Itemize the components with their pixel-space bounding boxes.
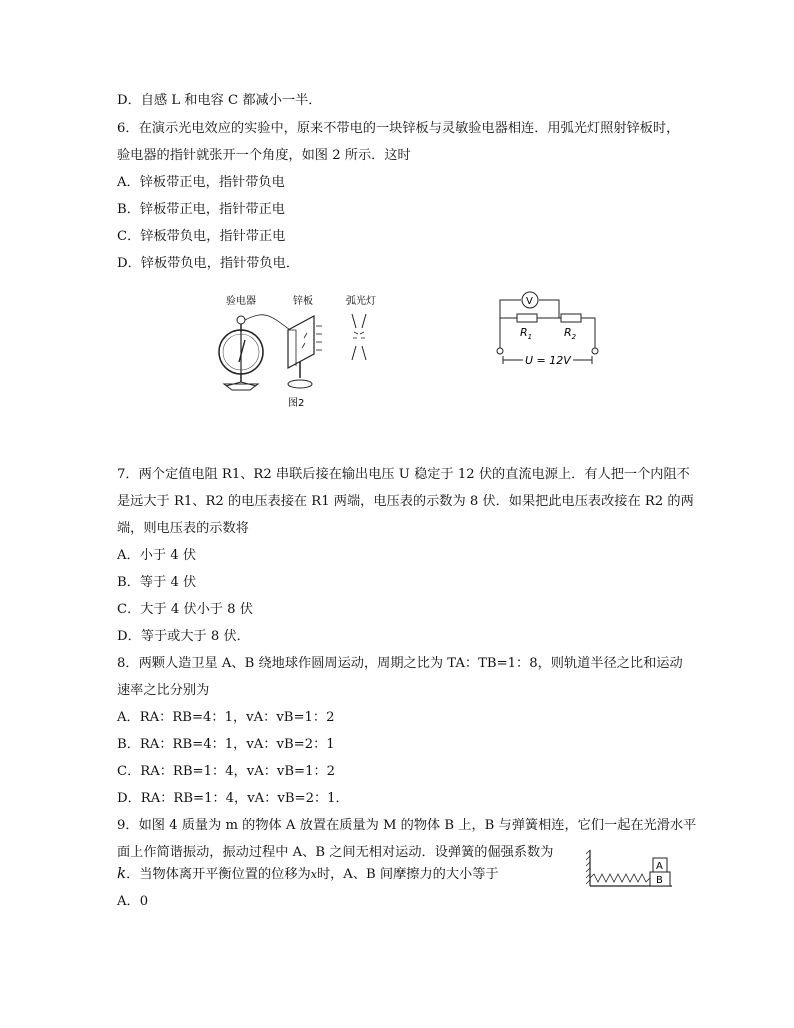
- q6-option-d: D．锌板带负电，指针带负电．: [117, 256, 300, 271]
- q9-stem-line1: 9．如图 4 质量为 m 的物体 A 放置在质量为 M 的物体 B 上，B 与弹簧相连，它们一起在光滑水平: [117, 818, 697, 833]
- q8-stem-line1: 8．两颗人造卫星 A、B 绕地球作圆周运动，周期之比为 TA：TB=1：8，则轨道半径之比和运动: [117, 656, 683, 671]
- voltage-label: U = 12V: [525, 354, 571, 367]
- q7-option-b: B．等于 4 伏: [117, 575, 197, 590]
- resistor-r1: [517, 314, 537, 322]
- connecting-wire: [245, 315, 290, 330]
- q8-option-d: D．RA：RB=1：4，vA：vB=2：1．: [117, 791, 349, 806]
- q9-line3-part1: ．当物体离开平衡位置的位移为: [126, 867, 311, 882]
- block-b-label: B: [656, 875, 663, 886]
- resistor-r2: [561, 314, 581, 322]
- q6-option-a: A．锌板带正电，指针带负电: [117, 175, 285, 190]
- spring-block-figure: [586, 848, 676, 890]
- q8-option-b: B．RA：RB=4：1，vA：vB=2：1: [117, 737, 335, 752]
- q6-option-b: B．锌板带正电，指针带正电: [117, 202, 285, 217]
- figure-2-caption: 图2: [288, 398, 305, 409]
- r2-label: $R_2$: [564, 326, 577, 341]
- q7-option-a: A．小于 4 伏: [117, 548, 197, 563]
- zinc-plate-icon: [288, 316, 322, 388]
- q7-stem-line2: 是远大于 R1、R2 的电压表接在 R1 两端，电压表的示数为 8 伏．如果把此电压表改接在 R2 的两: [117, 494, 694, 509]
- q9-option-a: A．0: [117, 894, 149, 909]
- electroscope-label: 验电器: [226, 296, 256, 307]
- q7-stem-line1: 7．两个定值电阻 R1、R2 串联后接在输出电压 U 稳定于 12 伏的直流电源上．有人把一个内阻不: [117, 467, 690, 482]
- electroscope-icon: [219, 316, 263, 390]
- r1-label: $R_1$: [520, 326, 533, 341]
- q6-stem-line1: 6．在演示光电效应的实验中，原来不带电的一块锌板与灵敏验电器相连．用弧光灯照射锌板时，: [117, 121, 680, 136]
- circuit-figure: [495, 290, 605, 372]
- q8-stem-line2: 速率之比分别为: [117, 683, 210, 698]
- zinc-plate-label: 锌板: [293, 296, 313, 307]
- q7-stem-line3: 端，则电压表的示数将: [117, 521, 249, 536]
- q9-stem-line3: [117, 864, 499, 884]
- q8-option-a: A．RA：RB=4：1，vA：vB=1：2: [117, 710, 335, 725]
- voltmeter-symbol: V: [526, 296, 533, 307]
- q9-stem-line2: 面上作简谐振动，振动过程中 A、B 之间无相对运动．设弹簧的倔强系数为: [117, 845, 554, 860]
- q9-line3-part2: 时，A、B 间摩擦力的大小等于: [316, 867, 499, 882]
- block-a-label: A: [656, 861, 663, 872]
- photoelectric-figure: [210, 290, 390, 410]
- arc-lamp-label: 弧光灯: [346, 296, 376, 307]
- q6-option-c: C．锌板带负电，指针带正电: [117, 229, 286, 244]
- k-symbol: k: [117, 864, 127, 882]
- spring-icon: [590, 874, 650, 882]
- q7-option-c: C．大于 4 伏小于 8 伏: [117, 602, 253, 617]
- arc-lamp-icon: [352, 314, 366, 360]
- q7-option-d: D．等于或大于 8 伏．: [117, 629, 250, 644]
- q8-option-c: C．RA：RB=1：4，vA：vB=1：2: [117, 764, 336, 779]
- x-symbol: x: [310, 868, 317, 881]
- q6-stem-line2: 验电器的指针就张开一个角度，如图 2 所示．这时: [117, 148, 411, 163]
- q5-option-d: D．自感 L 和电容 C 都减小一半．: [117, 93, 322, 108]
